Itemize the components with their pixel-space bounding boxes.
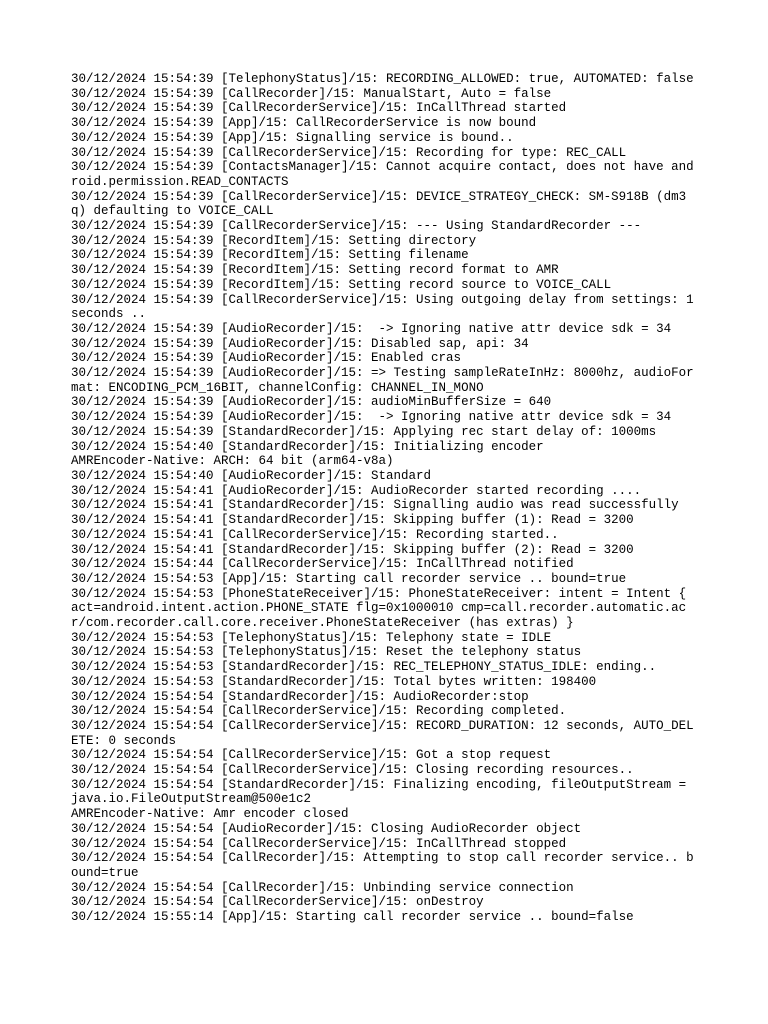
log-line: AMREncoder-Native: ARCH: 64 bit (arm64-v8a) xyxy=(71,454,394,469)
log-line: 30/12/2024 15:54:39 [CallRecorderService]/15: Using outgoing delay from settings: 1 seconds .. xyxy=(71,292,702,322)
log-line: 30/12/2024 15:54:39 [RecordItem]/15: Setting directory xyxy=(71,233,477,248)
log-line: 30/12/2024 15:54:53 [TelephonyStatus]/15: Telephony state = IDLE xyxy=(71,630,552,645)
log-line: 30/12/2024 15:54:39 [CallRecorderService]/15: InCallThread started xyxy=(71,101,567,116)
log-line: 30/12/2024 15:54:39 [StandardRecorder]/15: Applying rec start delay of: 1000ms xyxy=(71,424,657,439)
log-line: 30/12/2024 15:54:54 [CallRecorderService]/15: Got a stop request xyxy=(71,748,552,763)
log-line: 30/12/2024 15:54:41 [StandardRecorder]/15: Skipping buffer (2): Read = 3200 xyxy=(71,542,634,557)
log-line: 30/12/2024 15:54:44 [CallRecorderService]/15: InCallThread notified xyxy=(71,557,574,572)
log-document xyxy=(71,72,701,925)
log-line: 30/12/2024 15:54:39 [RecordItem]/15: Setting record source to VOICE_CALL xyxy=(71,277,612,292)
log-line: 30/12/2024 15:54:53 [TelephonyStatus]/15: Reset the telephony status xyxy=(71,645,582,660)
log-line: 30/12/2024 15:54:39 [TelephonyStatus]/15: RECORDING_ALLOWED: true, AUTOMATED: false xyxy=(71,72,694,86)
log-line: 30/12/2024 15:54:39 [AudioRecorder]/15: Disabled sap, api: 34 xyxy=(71,336,529,351)
log-line: 30/12/2024 15:54:54 [StandardRecorder]/15: Finalizing encoding, fileOutputStream = java.io.FileOutputStream@500e1c2 xyxy=(71,777,694,807)
log-line: 30/12/2024 15:54:54 [CallRecorderService]/15: onDestroy xyxy=(71,895,484,910)
log-line: 30/12/2024 15:54:41 [StandardRecorder]/15: Skipping buffer (1): Read = 3200 xyxy=(71,513,634,528)
log-line: 30/12/2024 15:54:41 [StandardRecorder]/15: Signalling audio was read successfully xyxy=(71,498,679,513)
log-line: 30/12/2024 15:54:39 [ContactsManager]/15: Cannot acquire contact, does not have android.permission.READ_CONTACTS xyxy=(71,160,694,189)
log-line: 30/12/2024 15:54:39 [CallRecorderService]/15: --- Using StandardRecorder --- xyxy=(71,219,642,234)
log-line: 30/12/2024 15:54:53 [PhoneStateReceiver]/15: PhoneStateReceiver: intent = Intent { act=android.intent.action.PHONE_STATE flg=0x1000010 cmp=call.recorder.automatic.acr/com.recorder.call.core.receiver.PhoneStateReceiver (has extras) } xyxy=(71,586,694,631)
log-line: 30/12/2024 15:54:39 [RecordItem]/15: Setting record format to AMR xyxy=(71,263,559,278)
log-line: 30/12/2024 15:54:39 [App]/15: Signalling service is bound.. xyxy=(71,130,514,145)
log-line: 30/12/2024 15:54:39 [RecordItem]/15: Setting filename xyxy=(71,248,469,263)
log-line: 30/12/2024 15:54:54 [CallRecorderService]/15: InCallThread stopped xyxy=(71,836,567,851)
log-line: 30/12/2024 15:54:40 [AudioRecorder]/15: Standard xyxy=(71,468,432,483)
log-line: AMREncoder-Native: Amr encoder closed xyxy=(71,807,349,822)
log-line: 30/12/2024 15:54:53 [App]/15: Starting call recorder service .. bound=true xyxy=(71,571,627,586)
log-line: 30/12/2024 15:54:54 [CallRecorder]/15: Unbinding service connection xyxy=(71,880,574,895)
log-line: 30/12/2024 15:54:39 [AudioRecorder]/15: -> Ignoring native attr device sdk = 34 xyxy=(71,321,672,336)
log-line: 30/12/2024 15:54:54 [AudioRecorder]/15: Closing AudioRecorder object xyxy=(71,821,582,836)
log-line: 30/12/2024 15:54:39 [CallRecorderService]/15: DEVICE_STRATEGY_CHECK: SM-S918B (dm3q) defaulting to VOICE_CALL xyxy=(71,189,687,219)
log-line: 30/12/2024 15:54:41 [AudioRecorder]/15: AudioRecorder started recording .... xyxy=(71,483,642,498)
log-line: 30/12/2024 15:54:39 [AudioRecorder]/15: audioMinBufferSize = 640 xyxy=(71,395,552,410)
log-line: 30/12/2024 15:54:39 [AudioRecorder]/15: => Testing sampleRateInHz: 8000hz, audioFormat: ENCODING_PCM_16BIT, channelConfig: CHANNEL_IN_MONO xyxy=(71,366,694,395)
log-line: 30/12/2024 15:54:39 [AudioRecorder]/15: -> Ignoring native attr device sdk = 34 xyxy=(71,410,672,425)
log-line: 30/12/2024 15:54:54 [CallRecorderService]/15: Closing recording resources.. xyxy=(71,763,634,778)
log-line: 30/12/2024 15:54:54 [CallRecorderService]/15: RECORD_DURATION: 12 seconds, AUTO_DELETE: 0 seconds xyxy=(71,718,694,748)
log-line: 30/12/2024 15:54:53 [StandardRecorder]/15: Total bytes written: 198400 xyxy=(71,674,597,689)
log-line: 30/12/2024 15:54:54 [CallRecorderService]/15: Recording completed. xyxy=(71,704,567,719)
log-line: 30/12/2024 15:54:39 [App]/15: CallRecorderService is now bound xyxy=(71,116,537,131)
log-line: 30/12/2024 15:54:40 [StandardRecorder]/15: Initializing encoder xyxy=(71,439,544,454)
log-line: 30/12/2024 15:55:14 [App]/15: Starting call recorder service .. bound=false xyxy=(71,910,634,925)
log-line: 30/12/2024 15:54:53 [StandardRecorder]/15: REC_TELEPHONY_STATUS_IDLE: ending.. xyxy=(71,660,657,675)
log-line: 30/12/2024 15:54:39 [AudioRecorder]/15: Enabled cras xyxy=(71,351,462,366)
log-line: 30/12/2024 15:54:39 [CallRecorderService]/15: Recording for type: REC_CALL xyxy=(71,145,627,160)
log-line: 30/12/2024 15:54:39 [CallRecorder]/15: ManualStart, Auto = false xyxy=(71,86,552,101)
log-line: 30/12/2024 15:54:41 [CallRecorderService]/15: Recording started.. xyxy=(71,527,559,542)
log-line: 30/12/2024 15:54:54 [CallRecorder]/15: Attempting to stop call recorder service.. bound=true xyxy=(71,851,694,880)
log-line: 30/12/2024 15:54:54 [StandardRecorder]/15: AudioRecorder:stop xyxy=(71,689,529,704)
